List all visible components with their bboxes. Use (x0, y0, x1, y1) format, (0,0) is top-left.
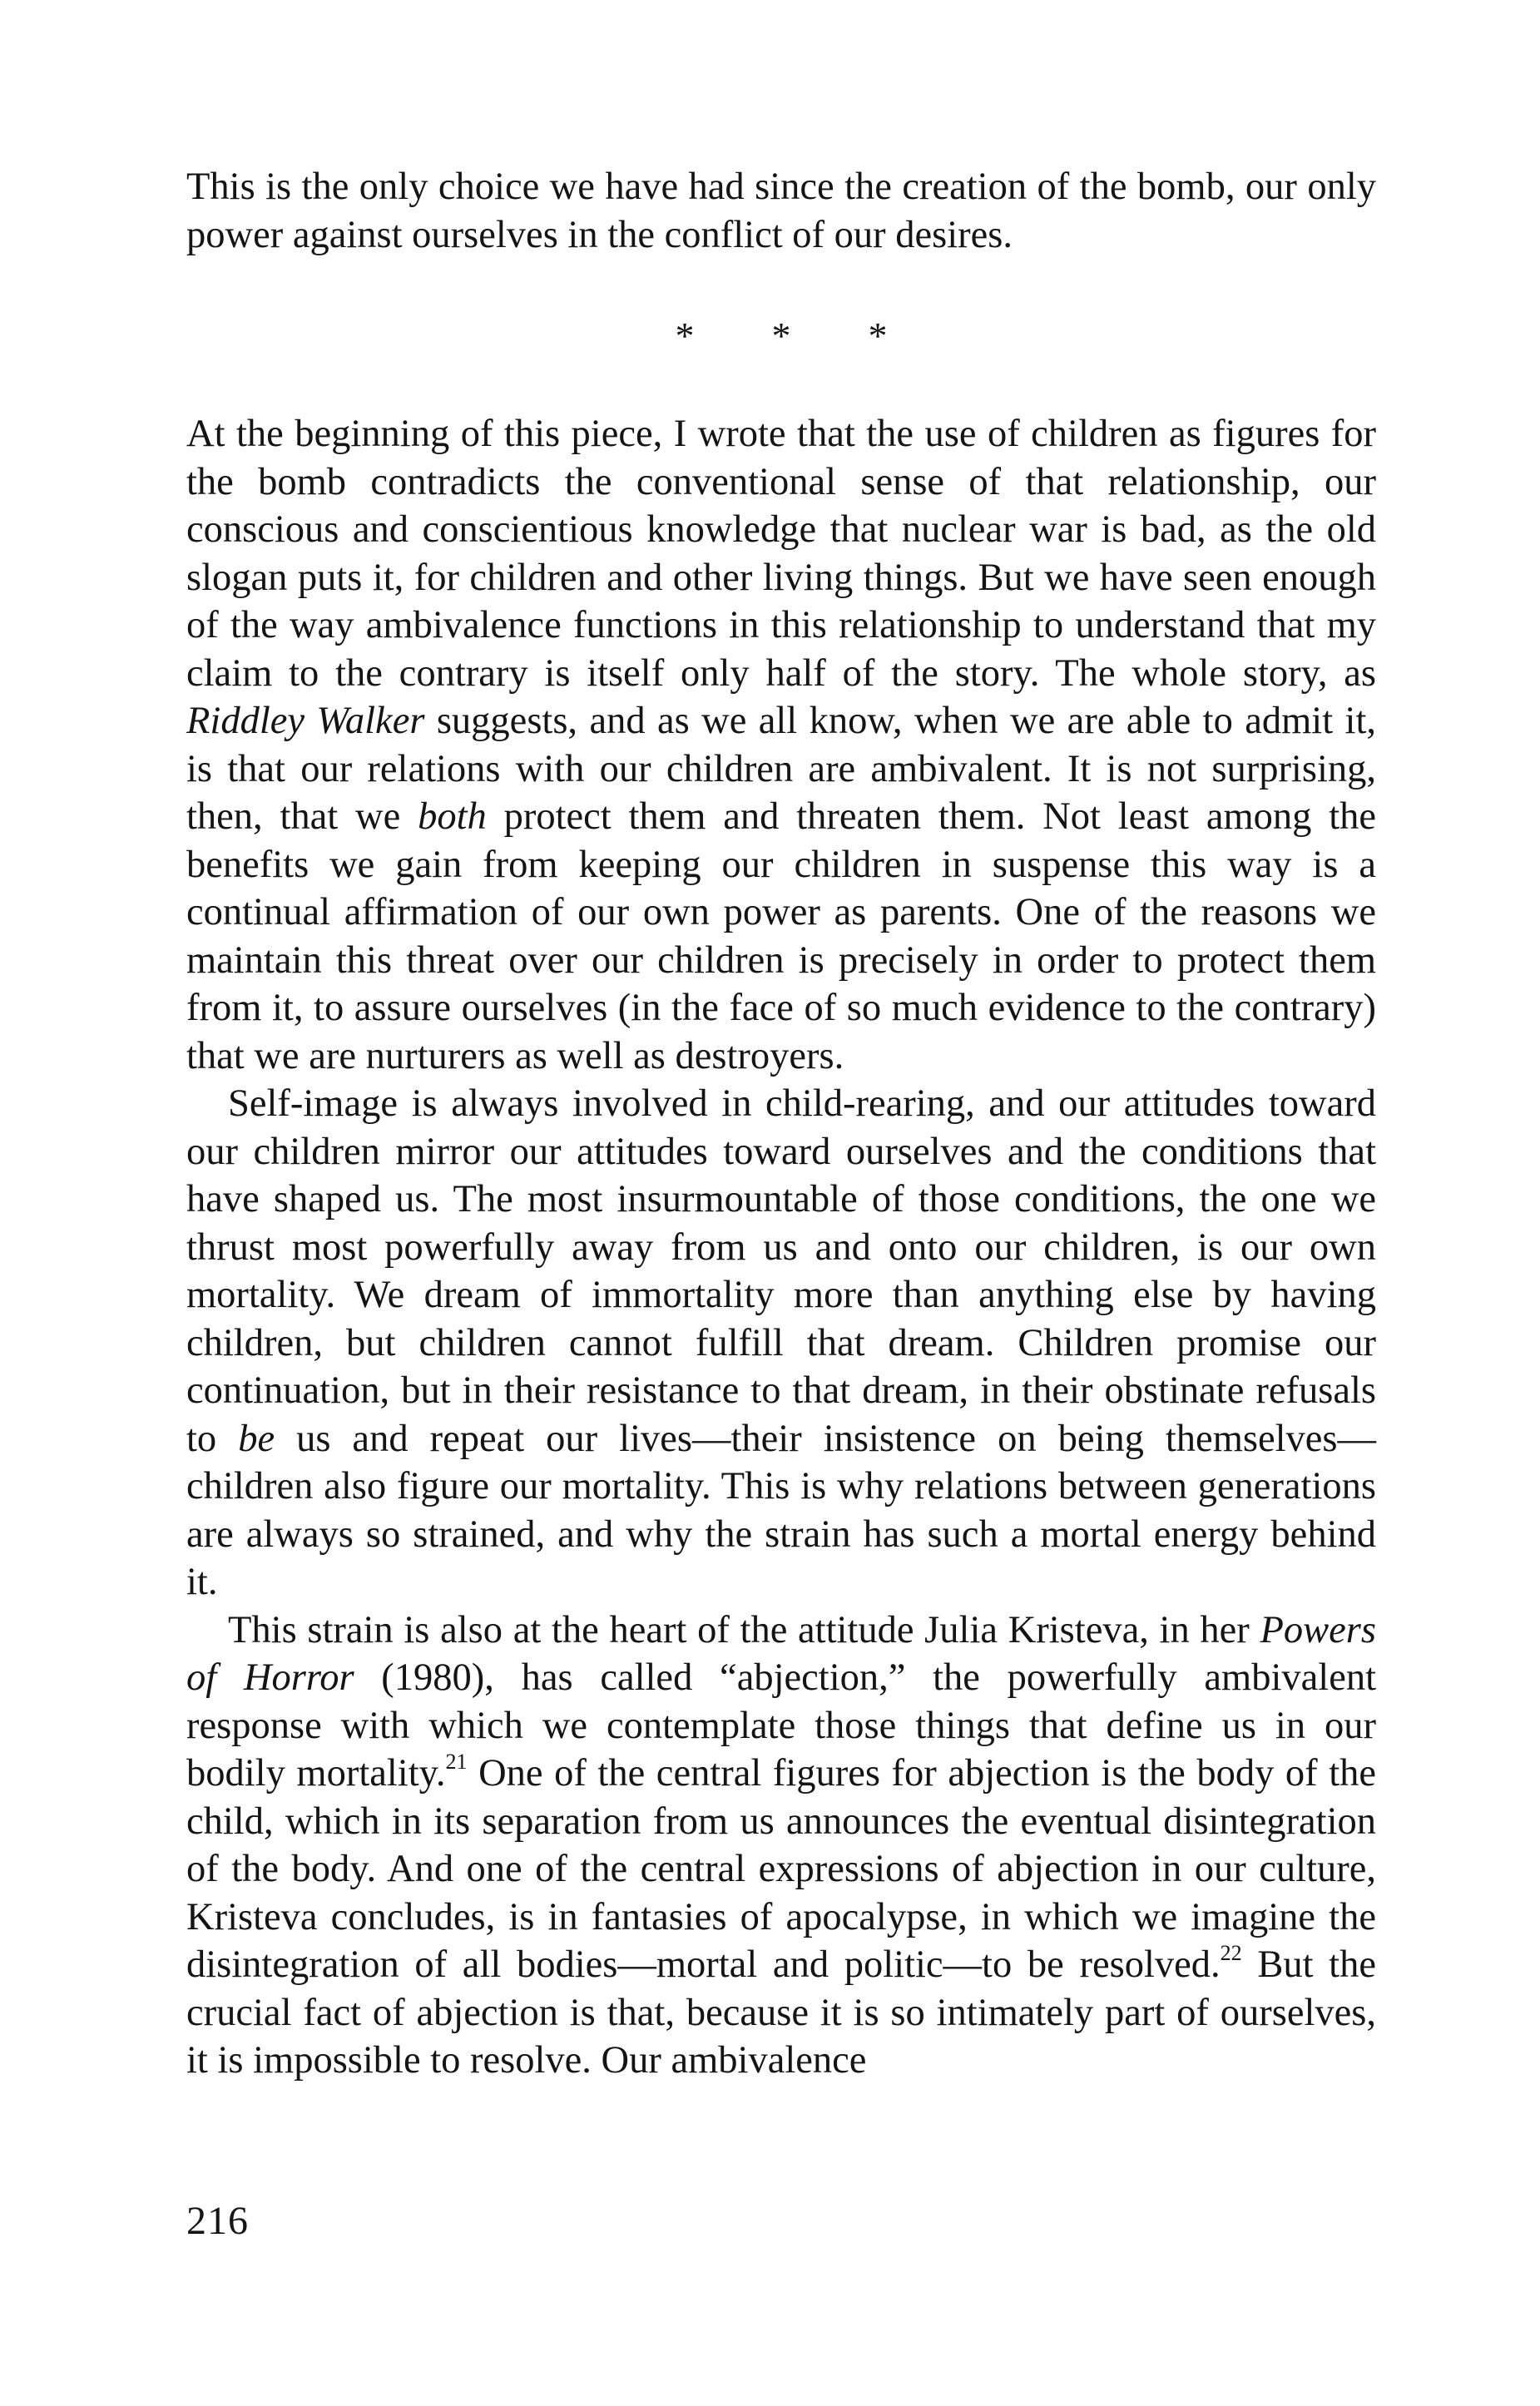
asterisk-2: * (771, 314, 791, 357)
text-run: This strain is also at the heart of the attitude Julia Kristeva, in her (228, 1608, 1260, 1651)
footnote-ref-21: 21 (445, 1749, 468, 1774)
text-run: One of the central figures for abjection is the body of the child, which in its separation from us announces the eventual disintegration of the body. And one of the central expressions of abjection in our culture, Kristeva concludes, is in fantasies of apocalypse, in which we imagine the disintegration of all bodies—mortal and politic—to be resolved. (186, 1752, 1377, 1986)
asterisk-1: * (675, 314, 695, 357)
text-run: (1980), has called “abjection,” the powerfully ambivalent response with which we contemplate those things that define us in our bodily mortality. (186, 1656, 1377, 1795)
title-riddley-walker: Riddley Walker (186, 700, 425, 742)
text-run: us and repeat our lives—their insistence on being themselves—children also figure our mortality. This is why relations between generations are always so strained, and why the strain has such a mortal energy behind it. (186, 1417, 1377, 1603)
page-number: 216 (186, 2199, 249, 2243)
text-run: suggests, and as we all know, when we are able to admit it, is that our relations with our children are ambivalent. It is not surprising, then, that we (186, 700, 1377, 838)
text-run: But the crucial fact of abjection is that, because it is so intimately part of ourselves, it is impossible to resolve. Our ambivalence (186, 1943, 1376, 2082)
section-separator (186, 310, 1376, 362)
title-powers-of-horror: Powers of Horror (186, 1608, 1376, 1699)
asterisk-3: * (868, 314, 888, 357)
emphasis-both: both (418, 795, 487, 838)
text-run: Self-image is always involved in child-rearing, and our attitudes toward our children mirror our attitudes toward ourselves and the conditions that have shaped us. The most insurmountable of those conditions, the one we thrust most powerfully away from us and onto our children, is our own mortality. We dream of immortality more than anything else by having children, but children cannot fulfill that dream. Children promise our continuation, but in their resistance to that dream, in their obstinate refusals to (186, 1082, 1376, 1460)
emphasis-be: be (238, 1417, 275, 1460)
text-run: At the beginning of this piece, I wrote that the use of children as figures for the bomb contradicts the conventional sense of that relationship, our conscious and conscientious knowledge that nuclear war is bad, as the old slogan puts it, for children and other living things. But we have seen enough of the way ambivalence functions in this relationship to understand that my claim to the contrary is itself only half of the story. The whole story, as (186, 413, 1376, 695)
paragraph-abjection (186, 1606, 1376, 2085)
footnote-ref-22: 22 (1220, 1940, 1242, 1965)
text-run: protect them and threaten them. Not least among the benefits we gain from keeping our children in suspense this way is a continual affirmation of our own power as parents. One of the reasons we maintain this threat over our children is precisely in order to protect them from it, to assure ourselves (in the face of so much evidence to the contrary) that we are nurturers as well as destroyers. (186, 795, 1377, 1077)
paragraph-self-image (186, 1080, 1376, 1606)
page-body (186, 163, 1376, 2085)
paragraph-opening: This is the only choice we have had since the creation of the bomb, our only power against ourselves in the conflict of our desires. (186, 166, 1376, 256)
paragraph-children-bomb (186, 410, 1376, 1080)
